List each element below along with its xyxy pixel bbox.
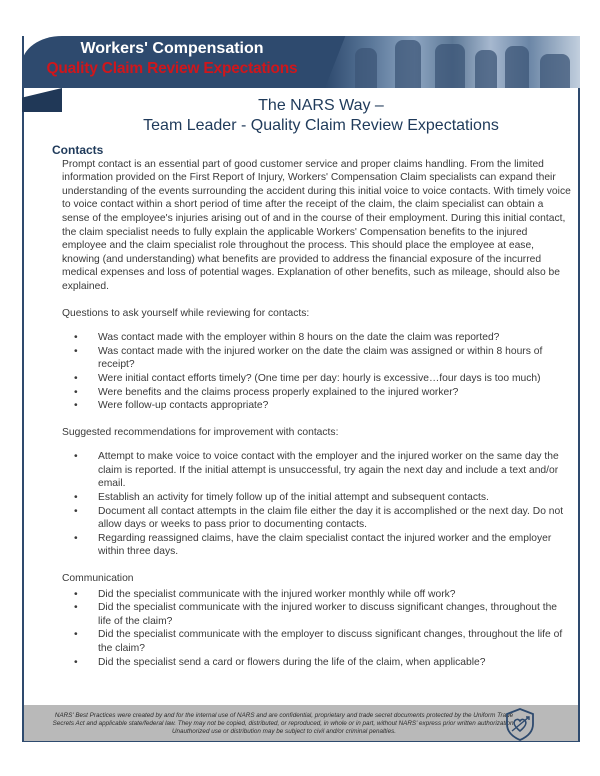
recommendations-list	[52, 450, 572, 559]
list-item: • Regarding reassigned claims, have the claim specialist contact the injured worker and the employer within three days.	[98, 532, 572, 559]
recommendations-intro: Suggested recommendations for improvement with contacts:	[62, 426, 339, 438]
header-title: Workers' Compensation	[80, 40, 264, 57]
list-item: • Establish an activity for timely follow up of the initial attempt and subsequent contacts.	[98, 491, 572, 505]
header-banner	[22, 36, 580, 88]
document-title-line1: The NARS Way –	[258, 97, 384, 114]
list-item: • Were initial contact efforts timely? (One time per day: hourly is excessive…four days is too much)	[98, 372, 572, 386]
list-item: • Was contact made with the employer within 8 hours on the date the claim was reported?	[98, 331, 572, 345]
document-title	[62, 96, 580, 136]
document-body	[52, 144, 572, 669]
shield-heart-arrow-icon	[504, 707, 536, 741]
list-item: • Did the specialist communicate with the employer to discuss significant changes, throughout the life of the claim?	[98, 628, 572, 655]
contacts-paragraph: Prompt contact is an essential part of good customer service and proper claims handling. From the limited information provided on the First Report of Injury, Workers' Compensation Claim specialists can expand their understanding of the events surrounding the accident during this initial voice to voice contacts. With timely voice to voice contact within a short period of time after the receipt of the claim, the claim specialist can obtain a sense of the employee's injuries arising out of and in the course of their employment. During this initial contact, the claim specialist needs to fully explain the applicable Workers' Compensation benefits to the injured employee and the claim specialist role throughout the process. This should place the employee at ease, knowing (and understanding) what benefits are provided to address the financial exposure of the incurred medical expenses and loss of potential wages. Explanation of other benefits, such as mileage, should also be explained.	[62, 158, 571, 292]
communication-list	[52, 588, 572, 670]
list-item: • Did the specialist communicate with the injured worker monthly while off work?	[98, 588, 572, 602]
header-subtitle: Quality Claim Review Expectations	[46, 60, 298, 77]
list-item: • Did the specialist communicate with the injured worker to discuss significant changes, throughout the life of the claim?	[98, 601, 572, 628]
section-heading-contacts: Contacts	[52, 143, 104, 157]
header-photo-collage	[325, 36, 580, 88]
questions-intro: Questions to ask yourself while reviewing for contacts:	[62, 307, 310, 319]
document-title-line2: Team Leader - Quality Claim Review Expectations	[143, 117, 499, 134]
list-item: • Were follow-up contacts appropriate?	[98, 399, 572, 413]
footer-disclaimer: NARS' Best Practices were created by and for the internal use of NARS and are confidential, proprietary and trade secret documents protected by the Uniform Trade Secrets Act and applicable state/federal law. They may not be copied, distributed, or reproduced, in whole or in part, without NARS' express prior written authorization. Unauthorized use or distribution may be subject to civil and/or criminal penalties.	[52, 712, 516, 735]
questions-list	[52, 331, 572, 413]
footer-disclaimer-bar	[24, 705, 578, 741]
list-item: • Did the specialist send a card or flowers during the life of the claim, when applicable?	[98, 656, 572, 670]
list-item: • Attempt to make voice to voice contact with the employer and the injured worker on the same day the claim is reported. If the initial attempt is unsuccessful, try again the next day and include a text and/or email.	[98, 450, 572, 491]
list-item: • Was contact made with the injured worker on the date the claim was assigned or within 8 hours of receipt?	[98, 345, 572, 372]
list-item: • Were benefits and the claims process properly explained to the injured worker?	[98, 386, 572, 400]
list-item: • Document all contact attempts in the claim file either the day it is accomplished or the next day. Do not allow days or weeks to pass prior to documenting contacts.	[98, 505, 572, 532]
section-heading-communication: Communication	[62, 573, 134, 585]
